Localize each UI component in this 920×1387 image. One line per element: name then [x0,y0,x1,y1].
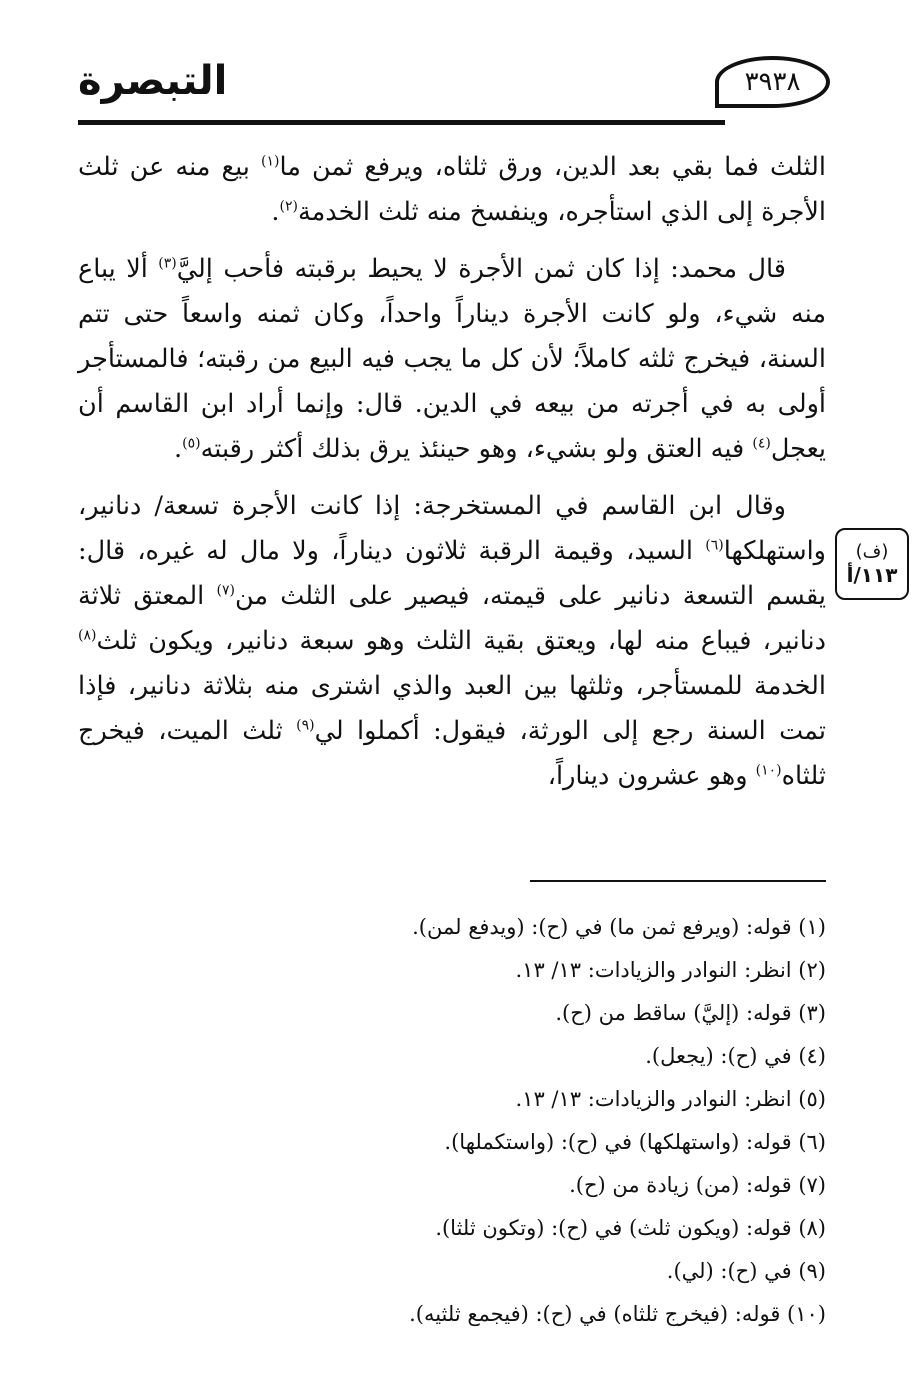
text-run: ثلث الميت، فيخرج ثلثاه [78,716,826,791]
footnote-4: (٤) في (ح): (يجعل). [645,1044,826,1068]
footnote-ref-7: (٧) [216,582,235,599]
header-rule [78,120,725,125]
paragraph-2 [78,247,826,472]
footnote-separator [530,880,826,882]
footnote-7: (٧) قوله: (من) زيادة من (ح). [569,1173,826,1197]
book-title: التبصرة [78,58,228,104]
folio-number: ١١٣/أ [846,563,898,587]
footnote-5: (٥) انظر: النوادر والزيادات: ١٣/ ١٣. [515,1087,826,1111]
text-run: وهو عشرون ديناراً، [547,761,756,791]
footnote-3: (٣) قوله: (إليَّ) ساقط من (ح). [555,1001,826,1025]
footnote-1: (١) قوله: (ويرفع ثمن ما) في (ح): (ويدفع لمن). [412,915,826,939]
main-text [78,145,826,811]
text-run: . [174,434,183,464]
text-run: . [271,197,280,227]
footnotes [126,906,826,1336]
paragraph-3 [78,484,826,799]
footnote-10: (١٠) قوله: (فيخرج ثلثاه) في (ح): (فيجمع ثلثيه). [409,1302,826,1326]
footnote-ref-9: (٩) [296,717,315,734]
footnote-2: (٢) انظر: النوادر والزيادات: ١٣/ ١٣. [515,958,826,982]
footnote-ref-2: (٢) [279,198,298,215]
manuscript-folio-marker [835,528,909,600]
page-header [78,50,830,126]
footnote-ref-8: (٨) [78,627,97,644]
footnote-ref-10: (١٠) [755,762,782,779]
footnote-8: (٨) قوله: (ويكون ثلث) في (ح): (وتكون ثلثا). [435,1216,826,1240]
footnote-9: (٩) في (ح): (لي). [666,1259,826,1283]
text-run: بيع منه عن ثلث الأجرة إلى الذي استأجره، وينفسخ منه ثلث الخدمة [78,152,826,227]
text-run: قال محمد: إذا كان ثمن الأجرة لا يحيط برقبته فأحب إليَّ [176,254,787,284]
footnote-6: (٦) قوله: (واستهلكها) في (ح): (واستكملها). [444,1130,826,1154]
footnote-ref-4: (٤) [752,435,771,452]
text-run: وقال ابن القاسم في المستخرجة: إذا كانت الأجرة تسعة/ دنانير، واستهلكها [78,491,826,566]
text-run: السيد، وقيمة الرقبة ثلاثون ديناراً، ولا مال له غيره، قال: يقسم التسعة دنانير على قيمته، فيصير على الثلث من [78,536,826,611]
text-run: فيه العتق ولو بشيء، وهو حينئذ يرق بذلك أكثر رقبته [200,434,753,464]
text-run: ألا يباع منه شيء، ولو كانت الأجرة ديناراً واحداً، وكان ثمنه واسعاً حتى تتم السنة، فيخرج ثلثه كاملاً؛ لأن كل ما يجب فيه البيع من رقبته؛ فالمستأجر أولى به في أجرته من بيعه في الدين. قال: وإنما أراد ابن القاسم أن يعجل [78,254,826,464]
page-number-frame [715,56,830,108]
text-run: المعتق ثلاثة دنانير، فيباع منه لها، ويعتق بقية الثلث وهو سبعة دنانير، ويكون ثلث [78,581,826,656]
footnote-ref-1: (١) [260,153,280,170]
footnote-ref-5: (٥) [182,435,201,452]
folio-source: (ف) [855,541,889,562]
text-run: الثلث فما بقي بعد الدين، ورق ثلثاه، ويرفع ثمن ما [279,152,826,182]
paragraph-1 [78,145,826,235]
page-number: ٣٩٣٨ [744,67,801,97]
footnote-ref-3: (٣) [158,255,177,272]
text-run: الخدمة للمستأجر، وثلثها بين العبد والذي اشترى منه بثلاثة دنانير، فإذا تمت السنة رجع إلى الورثة، فيقول: أكملوا لي [78,671,826,746]
footnote-ref-6: (٦) [705,537,724,554]
